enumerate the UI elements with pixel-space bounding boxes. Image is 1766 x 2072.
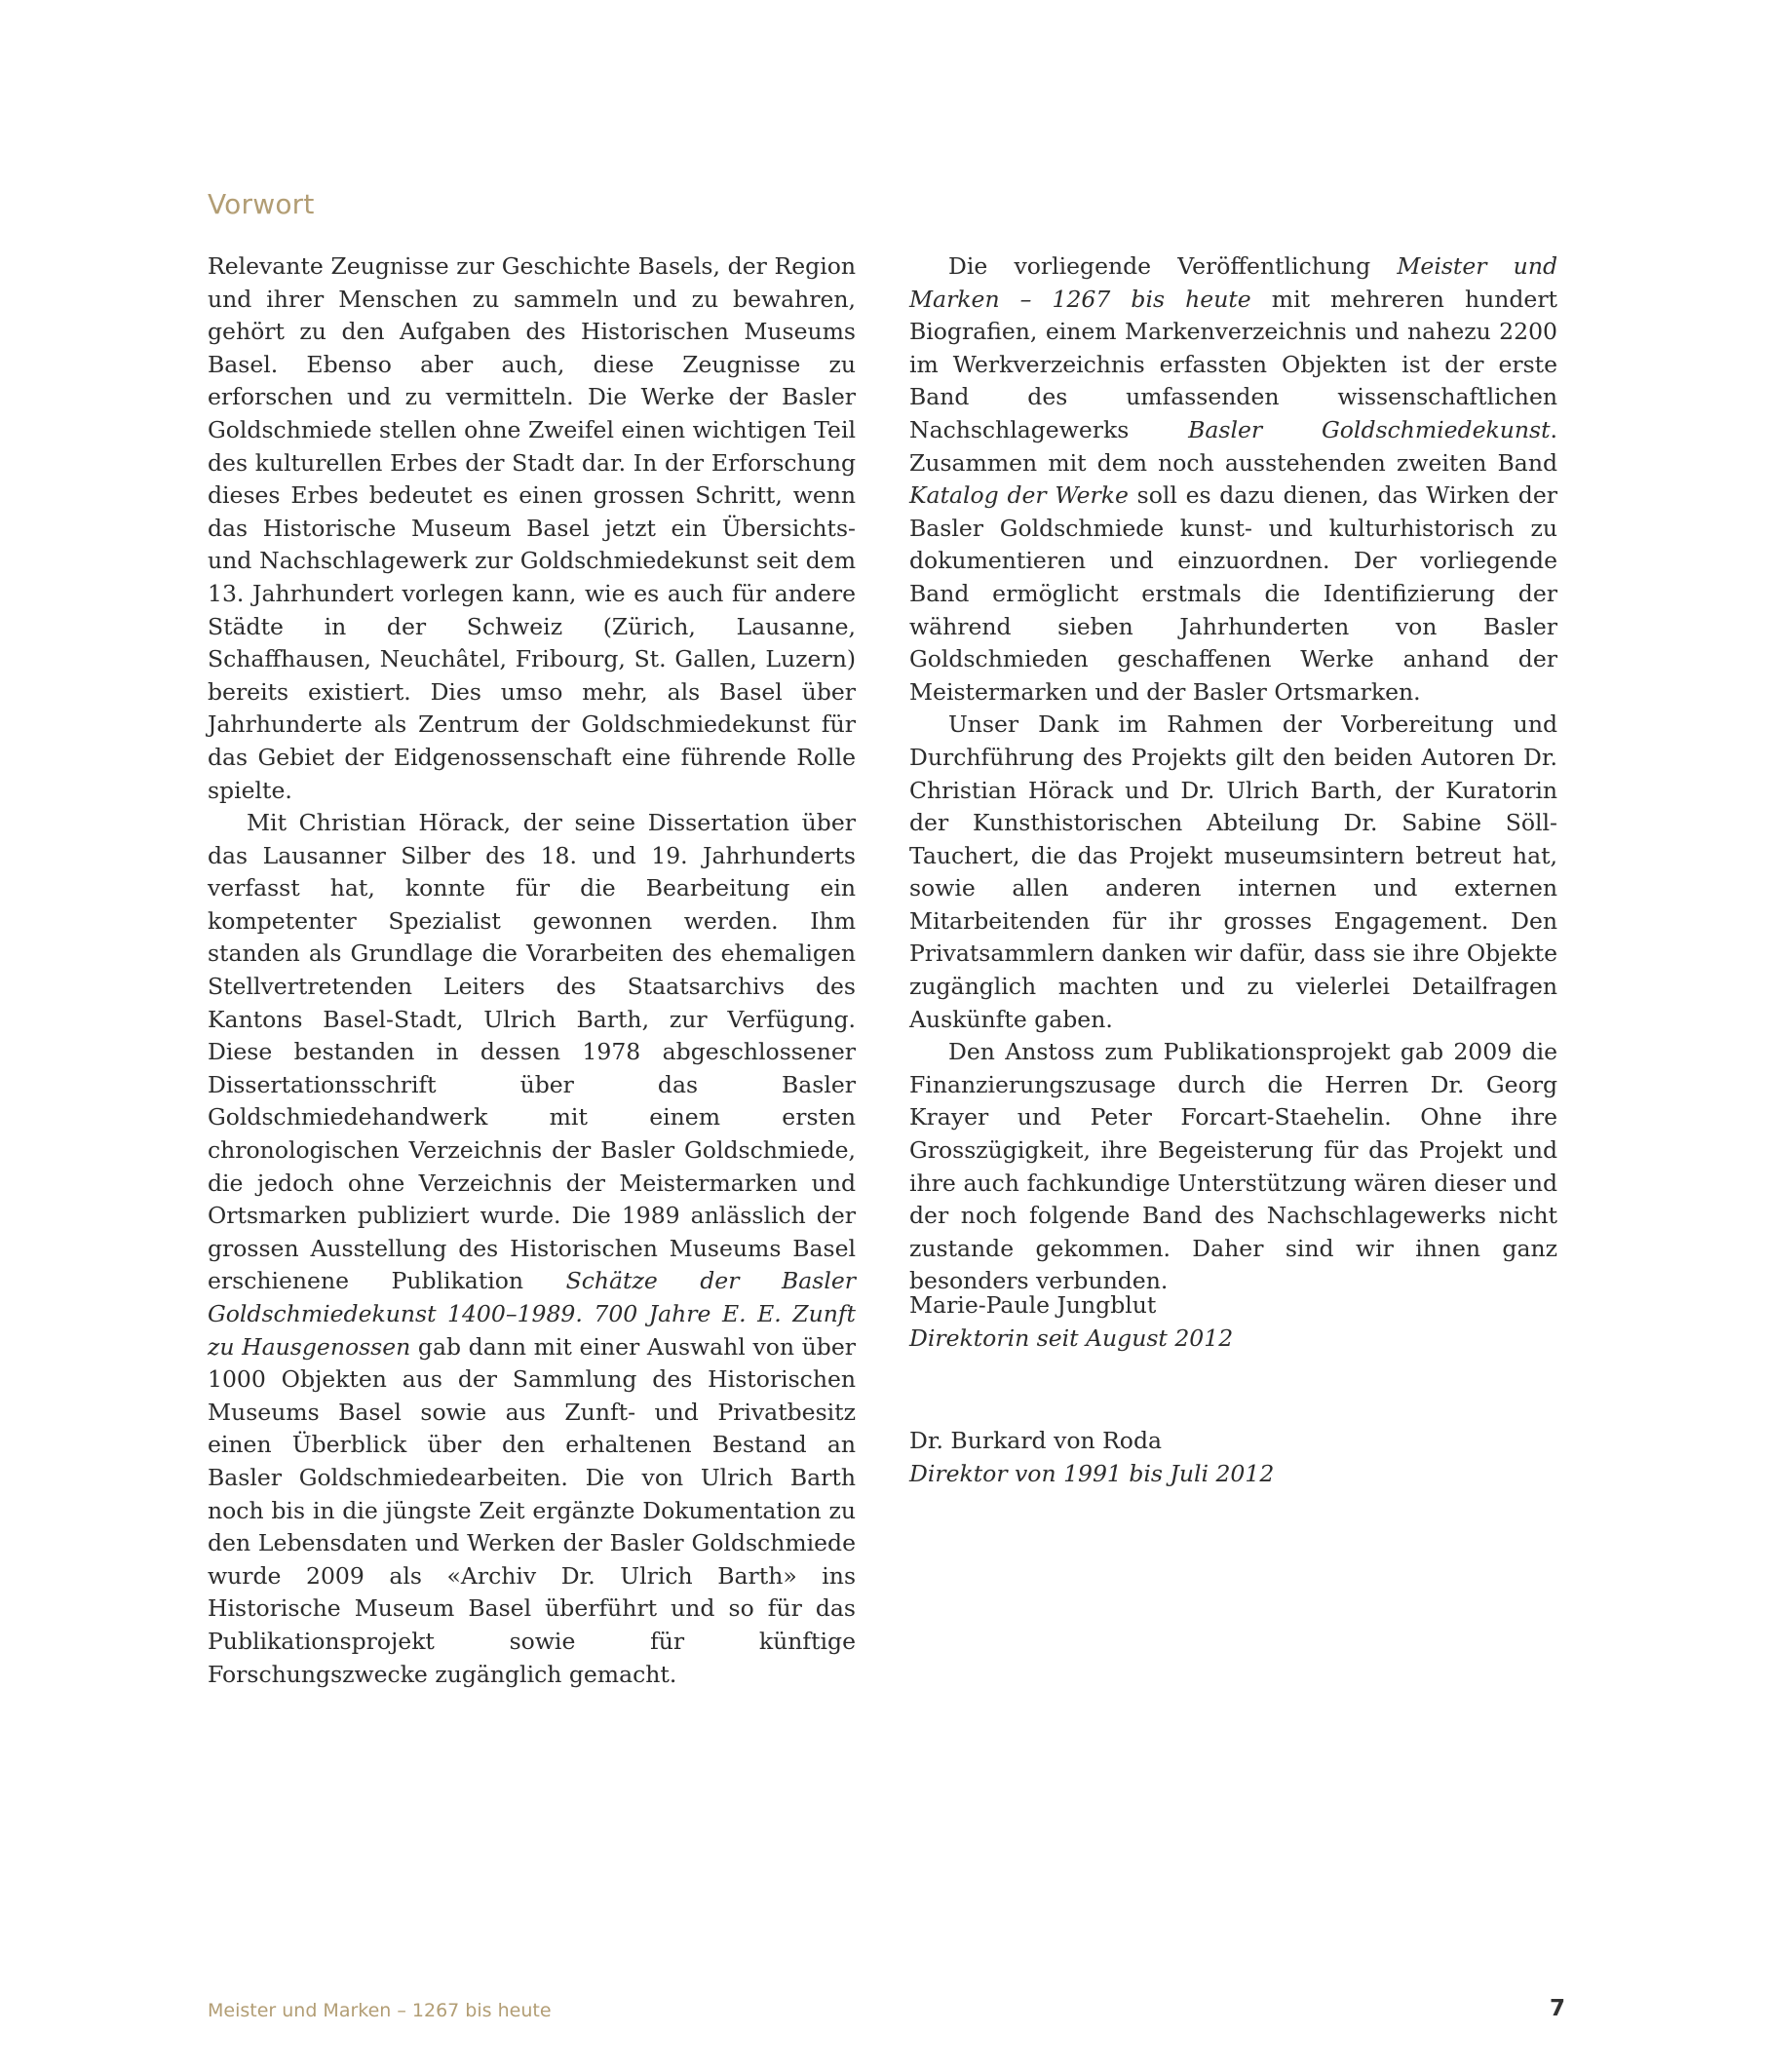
right-column — [909, 250, 1557, 1298]
signatory-name: Dr. Burkard von Roda — [909, 1427, 1162, 1454]
publication-title: Schätze der Basler Goldschmiedekunst 1400–1989. 700 Jahre E. E. Zunft zu Hausgenossen — [208, 1267, 856, 1361]
paragraph-text: gab dann mit einer Auswahl von über 1000 Objekten aus der Sammlung des Historischen Museums Basel sowie aus Zunft- und Privatbesitz einen Überblick über den erhaltenen Bestand an Basler Goldschmiedearbeiten. Die von Ulrich Barth noch bis in die jüngste Zeit ergänzte Dokumentation zu den Lebensdaten und Werken der Basler Goldschmiede wurde 2009 als «Archiv Dr. Ulrich Barth» ins Historische Museum Basel überführt und so für das Publikationsprojekt sowie für künftige Forschungszwecke zugänglich gemacht. — [208, 1332, 856, 1688]
paragraph-text: . Zusammen mit dem noch ausstehenden zweiten Band — [909, 415, 1557, 477]
running-footer-title: Meister und Marken – 1267 bis heute — [208, 2000, 552, 2021]
paragraph-text: soll es dazu dienen, das Wirken der Basler Goldschmiede kunst- und kulturhistorisch zu dokumentieren und einzuordnen. Der vorliegende Band ermöglicht erstmals die Identifizierung der während sieben Jahrhunderten von Basler Goldschmieden geschaffenen Werke anhand der Meistermarken und der Basler Ortsmarken. — [909, 481, 1557, 706]
signatory-role: Direktor von 1991 bis Juli 2012 — [909, 1460, 1275, 1487]
paragraph: Unser Dank im Rahmen der Vorbereitung und Durchführung des Projekts gilt den beiden Autoren Dr. Christian Hörack und Dr. Ulrich Barth, der Kuratorin der Kunsthistorischen Abteilung Dr. Sabine Söll-Tauchert, die das Projekt museumsintern betreut hat, sowie allen anderen internen und externen Mitarbeitenden für ihr grosses Engagement. Den Privatsammlern danken wir dafür, dass sie ihre Objekte zugänglich machten und zu vielerlei Detailfragen Auskünfte gaben. — [909, 710, 1557, 1033]
paragraph-text: Die vorliegende Veröffentlichung — [948, 252, 1398, 280]
publication-title: Katalog der Werke — [909, 481, 1129, 510]
signature-block — [909, 1424, 1274, 1490]
page-number: 7 — [1550, 1996, 1566, 2021]
paragraph — [909, 250, 1557, 709]
publication-title: Meister und Marken – 1267 bis heute — [909, 252, 1557, 313]
signature-block — [909, 1288, 1233, 1355]
page-title: Vorwort — [208, 188, 315, 220]
paragraph-text: Mit Christian Hörack, der seine Dissertation über das Lausanner Silber des 18. und 19. Jahrhunderts verfasst hat, konnte für die Bearbeitung ein kompetenter Spezialist gewonnen werden. Ihm standen als Grundlage die Vorarbeiten des ehemaligen Stellvertretenden Leiters des Staatsarchivs des Kantons Basel-Stadt, Ulrich Barth, zur Verfügung. Diese bestanden in dessen 1978 abgeschlossener Dissertationsschrift über das Basler Goldschmiedehandwerk mit einem ersten chronologischen Verzeichnis der Basler Goldschmiede, die jedoch ohne Verzeichnis der Meistermarken und Ortsmarken publiziert wurde. Die 1989 anlässlich der grossen Ausstellung des Historischen Museums Basel erschienene Publikation — [208, 809, 856, 1295]
paragraph: Relevante Zeugnisse zur Geschichte Basels, der Region und ihrer Menschen zu sammeln und zu bewahren, gehört zu den Aufgaben des Historischen Museums Basel. Ebenso aber auch, diese Zeugnisse zu erforschen und zu vermitteln. Die Werke der Basler Goldschmiede stellen ohne Zweifel einen wichtigen Teil des kulturellen Erbes der Stadt dar. In der Erforschung dieses Erbes bedeutet es einen grossen Schritt, wenn das Historische Museum Basel jetzt ein Übersichts- und Nachschlagewerk zur Goldschmiedekunst seit dem 13. Jahrhundert vorlegen kann, wie es auch für andere Städte in der Schweiz (Zürich, Lausanne, Schaffhausen, Neuchâtel, Fribourg, St. Gallen, Luzern) bereits existiert. Dies umso mehr, als Basel über Jahrhunderte als Zentrum der Goldschmiedekunst für das Gebiet der Eidgenossenschaft eine führende Rolle spielte. — [208, 252, 856, 804]
paragraph — [208, 807, 856, 1691]
paragraph: Den Anstoss zum Publikationsprojekt gab 2009 die Finanzierungszusage durch die Herren Dr. Georg Krayer und Peter Forcart-Staehelin. Ohne ihre Grosszügigkeit, ihre Begeisterung für das Projekt und ihre auch fachkundige Unterstützung wären dieser und der noch folgende Band des Nachschlagewerks nicht zustande gekommen. Daher sind wir ihnen ganz besonders verbunden. — [909, 1038, 1557, 1295]
publication-title: Basler Goldschmiedekunst — [1188, 415, 1551, 443]
left-column — [208, 250, 856, 1691]
paragraph-text: mit mehreren hundert Biografien, einem Markenverzeichnis und nahezu 2200 im Werkverzeichnis erfassten Objekten ist der erste Band des umfassenden wissenschaftlichen Nachschlagewerks — [909, 285, 1557, 443]
signatory-role: Direktorin seit August 2012 — [909, 1324, 1234, 1352]
signatory-name: Marie-Paule Jungblut — [909, 1291, 1157, 1319]
